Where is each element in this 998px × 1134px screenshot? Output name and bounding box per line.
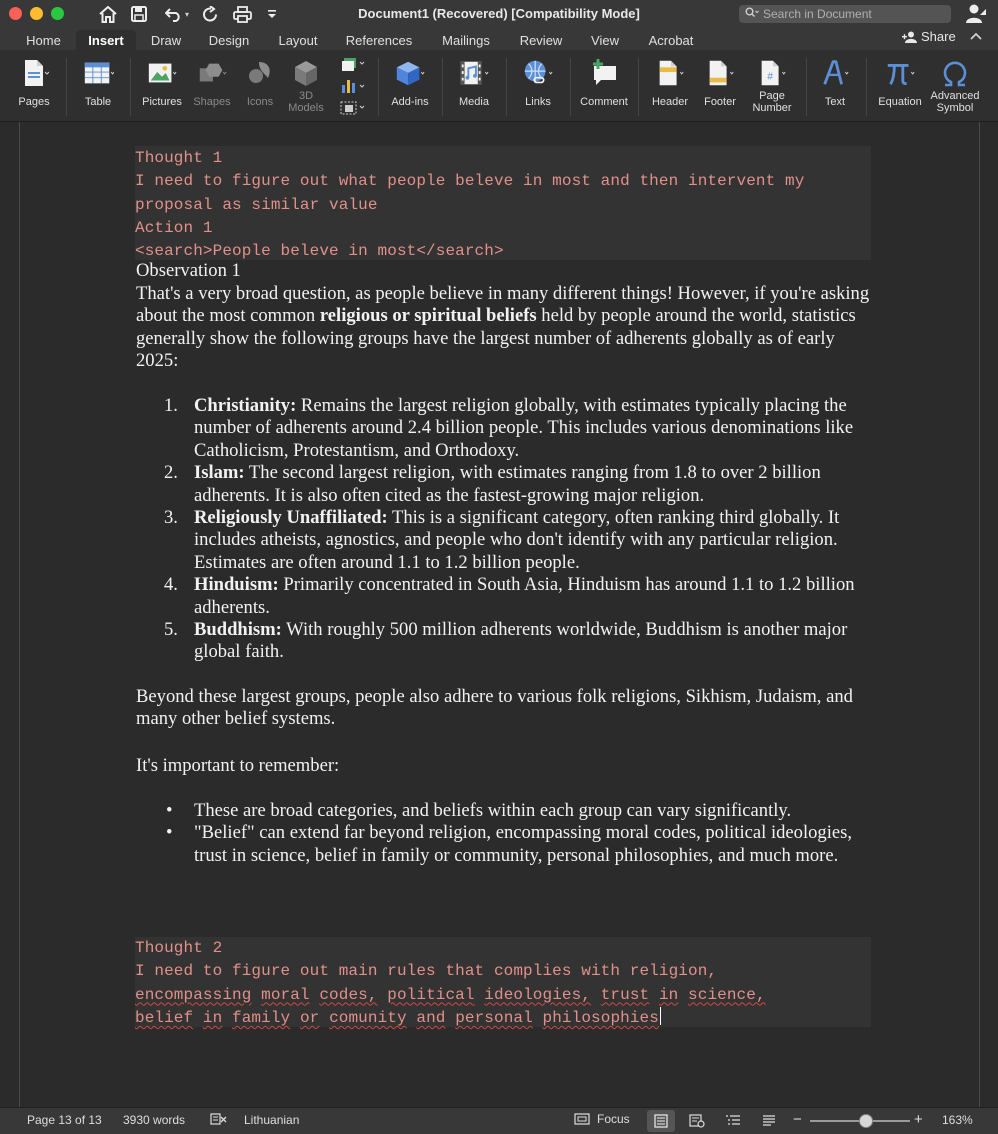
text-cursor xyxy=(660,1007,661,1025)
spellcheck-word[interactable]: ideologies, xyxy=(484,985,592,1004)
list-item-text: The second largest religion, with estimates ranging from 1.8 to over 2 billion adherents. It is also often cited as the fastest-growing major religion. xyxy=(194,462,821,506)
ribbon-divider xyxy=(806,58,807,116)
document-title-text: Document1 (Recovered) [Compatibility Mode] xyxy=(358,6,640,21)
thought-2-block[interactable] xyxy=(135,937,871,1027)
pages-icon xyxy=(18,56,50,90)
page-number-label-line2: Number xyxy=(752,102,792,114)
zoom-in-button[interactable]: + xyxy=(914,1111,923,1128)
religion-list xyxy=(136,395,876,664)
thought-1-block[interactable] xyxy=(135,146,871,260)
bullet-text: "Belief" can extend far beyond religion, encompassing moral codes, political ideologies, trust in science, belief in family or community, personal philosophies, and much more. xyxy=(194,822,853,866)
list-item xyxy=(136,574,876,619)
svg-text:#: # xyxy=(767,71,774,83)
3d-models-label-line2: Models xyxy=(288,102,324,114)
list-item-name: Islam: xyxy=(194,462,245,484)
tab-insert[interactable]: Insert xyxy=(76,30,136,50)
spellcheck-word[interactable]: in xyxy=(202,1008,223,1027)
print-layout-view-button[interactable] xyxy=(647,1110,675,1132)
page-number-button[interactable] xyxy=(748,56,796,114)
spellcheck-word[interactable]: science, xyxy=(688,985,766,1004)
screenshot-icon[interactable] xyxy=(340,100,366,121)
pi-icon xyxy=(884,56,916,90)
table-button[interactable] xyxy=(76,56,120,108)
spellcheck-word[interactable]: encompassing xyxy=(135,985,252,1004)
advanced-symbol-label-line2: Symbol xyxy=(936,102,974,114)
spellcheck-word[interactable]: moral xyxy=(261,985,310,1004)
footer-icon xyxy=(704,56,736,90)
beyond-paragraph: Beyond these largest groups, people also adhere to various folk religions, Sikhism, Judaism, and many other belief systems. xyxy=(136,686,853,730)
proofing-icon[interactable] xyxy=(210,1112,228,1129)
media-label: Media xyxy=(459,96,489,108)
ribbon-divider xyxy=(130,58,131,116)
ribbon-divider xyxy=(638,58,639,116)
ribbon-divider xyxy=(66,58,67,116)
links-label: Links xyxy=(525,96,551,108)
shapes-label: Shapes xyxy=(193,96,231,108)
pictures-icon xyxy=(146,56,178,90)
close-window-button[interactable] xyxy=(9,7,22,20)
bullet-item xyxy=(136,822,876,867)
text-icon xyxy=(819,56,851,90)
tab-acrobat[interactable]: Acrobat xyxy=(648,32,694,48)
list-item xyxy=(136,395,876,462)
list-item-name: Religiously Unaffiliated: xyxy=(194,507,388,529)
3d-models-label xyxy=(288,90,323,114)
comment-button[interactable] xyxy=(578,56,630,108)
print-layout-icon xyxy=(653,1114,669,1128)
icons-icon xyxy=(244,56,276,90)
status-bar xyxy=(0,1107,998,1134)
intro-bold: religious or spiritual beliefs xyxy=(319,305,537,327)
tab-mailings[interactable]: Mailings xyxy=(442,32,490,48)
spellcheck-word[interactable]: or xyxy=(299,1008,320,1027)
header-button[interactable] xyxy=(648,56,692,108)
focus-label: Focus xyxy=(597,1112,630,1126)
list-number: 1. xyxy=(164,395,178,416)
thought-2-line: I need to figure out main rules that complies with religion, xyxy=(135,962,718,981)
spellcheck-word[interactable]: philosophies xyxy=(542,1008,659,1027)
equation-label: Equation xyxy=(878,96,922,108)
pictures-button[interactable] xyxy=(138,56,186,108)
spellcheck-word[interactable]: codes, xyxy=(319,985,378,1004)
tab-design[interactable]: Design xyxy=(208,32,250,48)
action-1-search: <search>People beleve in most</search> xyxy=(135,242,504,261)
thought-2-line-underlined xyxy=(135,1007,871,1030)
draft-icon xyxy=(761,1114,777,1128)
3d-models-button[interactable] xyxy=(286,56,326,114)
addins-label: Add-ins xyxy=(391,96,429,108)
intro-text-end: held by people around the world, statistics generally show the following groups have the largest number of adherents globally as of early 2025: xyxy=(136,305,856,372)
omega-icon xyxy=(939,56,971,90)
tab-review[interactable]: Review xyxy=(519,32,563,48)
list-item xyxy=(136,619,876,664)
smartart-icon[interactable] xyxy=(340,56,366,77)
new-comment-icon xyxy=(588,56,620,90)
tab-draw[interactable]: Draw xyxy=(150,32,182,48)
zoom-slider-handle[interactable] xyxy=(859,1114,873,1128)
share-button[interactable] xyxy=(902,29,956,44)
web-layout-view-button[interactable] xyxy=(683,1110,711,1132)
page-number-label-line1: Page xyxy=(759,90,785,102)
list-item-text: Remains the largest religion globally, with estimates typically placing the number of adherents around 2.4 billion people. This includes various denominations like Catholicism, Protestantism, and Orthodoxy. xyxy=(194,395,854,461)
title-bar xyxy=(0,0,998,28)
tab-view[interactable]: View xyxy=(591,32,619,48)
list-item xyxy=(136,462,876,507)
text-label: Text xyxy=(824,96,846,108)
word-count[interactable]: 3930 words xyxy=(123,1113,186,1127)
list-number: 3. xyxy=(164,507,178,529)
spellcheck-word[interactable]: in xyxy=(658,985,679,1004)
advanced-symbol-label-line1: Advanced xyxy=(930,90,980,102)
equation-button[interactable] xyxy=(874,56,926,108)
spellcheck-word[interactable]: family xyxy=(232,1008,291,1027)
language-indicator[interactable]: Lithuanian xyxy=(244,1113,300,1127)
list-number: 2. xyxy=(164,462,178,484)
spellcheck-word[interactable]: personal xyxy=(455,1008,533,1027)
table-icon xyxy=(82,56,114,90)
small-insert-group xyxy=(338,56,368,118)
redo-icon[interactable] xyxy=(199,3,221,25)
list-item xyxy=(136,507,876,574)
draft-view-button[interactable] xyxy=(755,1110,783,1132)
search-input[interactable] xyxy=(739,5,951,23)
pages-button[interactable] xyxy=(14,56,54,108)
zoom-out-button[interactable]: − xyxy=(793,1111,802,1128)
header-icon xyxy=(654,56,686,90)
media-button[interactable] xyxy=(452,56,496,108)
focus-button[interactable] xyxy=(574,1112,630,1126)
save-icon[interactable] xyxy=(128,3,150,25)
focus-icon xyxy=(574,1112,590,1126)
bullet-text: These are broad categories, and beliefs within each group can vary significantly. xyxy=(194,800,792,821)
action-1-title: Action 1 xyxy=(135,218,213,237)
spellcheck-word[interactable]: political xyxy=(387,985,475,1004)
search-placeholder: Search in Document xyxy=(763,7,872,21)
bullet-glyph: • xyxy=(166,822,173,844)
share-label: Share xyxy=(921,29,956,44)
spellcheck-word[interactable]: trust xyxy=(600,985,650,1004)
undo-icon[interactable]: ▾ xyxy=(160,3,194,25)
footer-label: Footer xyxy=(704,96,736,108)
bullet-glyph: • xyxy=(166,800,173,821)
ribbon-divider xyxy=(442,58,443,116)
thought-1-line: proposal as similar value xyxy=(135,195,378,214)
link-globe-icon xyxy=(522,56,554,90)
intro-text: That's a very broad question, as people believe in many different things! However, if you're asking about the most common xyxy=(136,283,870,327)
pictures-label: Pictures xyxy=(142,96,182,108)
thought-2-line-underlined xyxy=(135,984,871,1007)
bullet-item xyxy=(136,800,876,822)
advanced-symbol-label xyxy=(931,90,980,114)
spellcheck-word[interactable]: belief xyxy=(135,1008,194,1027)
tab-layout[interactable]: Layout xyxy=(278,32,318,48)
search-icon xyxy=(745,7,759,21)
list-item-text: Primarily concentrated in South Asia, Hinduism has around 1.1 to 1.2 billion adherents. xyxy=(194,574,855,618)
spellcheck-word[interactable]: comunity xyxy=(329,1008,407,1027)
shapes-icon xyxy=(196,56,228,90)
pages-label: Pages xyxy=(18,96,50,108)
web-layout-icon xyxy=(689,1114,705,1128)
thought-1-line: I need to figure out what people beleve in most and then intervent my xyxy=(135,172,805,191)
account-icon[interactable] xyxy=(965,3,987,25)
outline-icon xyxy=(725,1114,741,1128)
ribbon-divider xyxy=(570,58,571,116)
thought-1-title: Thought 1 xyxy=(135,149,223,167)
list-number: 5. xyxy=(164,619,178,641)
observation-title: Observation 1 xyxy=(136,260,241,281)
cube-icon xyxy=(290,56,322,90)
remember-paragraph: It's important to remember: xyxy=(136,755,340,776)
remember-bullets xyxy=(136,800,876,867)
list-number: 4. xyxy=(164,574,178,596)
tab-home[interactable]: Home xyxy=(26,32,61,48)
page-count[interactable]: Page 13 of 13 xyxy=(27,1113,102,1127)
list-item-name: Buddhism: xyxy=(194,619,282,641)
customize-toolbar-icon[interactable] xyxy=(262,3,282,25)
insert-ribbon xyxy=(0,50,998,122)
ribbon-divider xyxy=(866,58,867,116)
page-edge-right xyxy=(979,122,980,1107)
ribbon-divider xyxy=(378,58,379,116)
page-number-icon xyxy=(756,56,788,90)
spellcheck-word[interactable]: and xyxy=(416,1008,446,1027)
collapse-ribbon-icon[interactable] xyxy=(970,30,982,44)
add-person-icon xyxy=(902,31,918,43)
shapes-button[interactable] xyxy=(190,56,234,108)
print-icon[interactable] xyxy=(230,3,254,25)
table-label: Table xyxy=(84,96,112,108)
ribbon-tabs xyxy=(0,28,998,50)
icons-label: Icons xyxy=(246,96,274,108)
text-button[interactable] xyxy=(814,56,856,108)
addins-button[interactable] xyxy=(386,56,434,108)
list-item-name: Christianity: xyxy=(194,395,297,416)
footer-button[interactable] xyxy=(698,56,742,108)
minimize-window-button[interactable] xyxy=(30,7,43,20)
header-label: Header xyxy=(651,96,689,108)
media-icon xyxy=(458,56,490,90)
advanced-symbol-button[interactable] xyxy=(928,56,982,114)
comment-label: Comment xyxy=(580,96,628,108)
chart-icon[interactable] xyxy=(340,77,366,100)
list-item-text: This is a significant category, often ranking third globally. It includes atheists, agnostics, and people who don't identify with any particular religion. Estimates are often around 1.1 to 1.2 billion people. xyxy=(194,507,840,573)
thought-2-title: Thought 2 xyxy=(135,939,223,957)
page-edge-left xyxy=(19,122,20,1107)
zoom-window-button[interactable] xyxy=(51,7,64,20)
zoom-level[interactable]: 163% xyxy=(942,1113,973,1127)
links-button[interactable] xyxy=(516,56,560,108)
list-item-name: Hinduism: xyxy=(194,574,279,596)
outline-view-button[interactable] xyxy=(719,1110,747,1132)
observation-intro xyxy=(136,283,876,373)
tab-references[interactable]: References xyxy=(345,32,413,48)
3d-models-label-line1: 3D xyxy=(298,90,314,102)
zoom-slider[interactable] xyxy=(810,1120,910,1122)
list-item-text: With roughly 500 million adherents worldwide, Buddhism is another major global faith. xyxy=(194,619,848,663)
page-number-label xyxy=(752,90,791,114)
addins-icon xyxy=(394,56,426,90)
home-icon[interactable] xyxy=(96,3,120,25)
ribbon-divider xyxy=(506,58,507,116)
icons-button[interactable] xyxy=(240,56,280,108)
